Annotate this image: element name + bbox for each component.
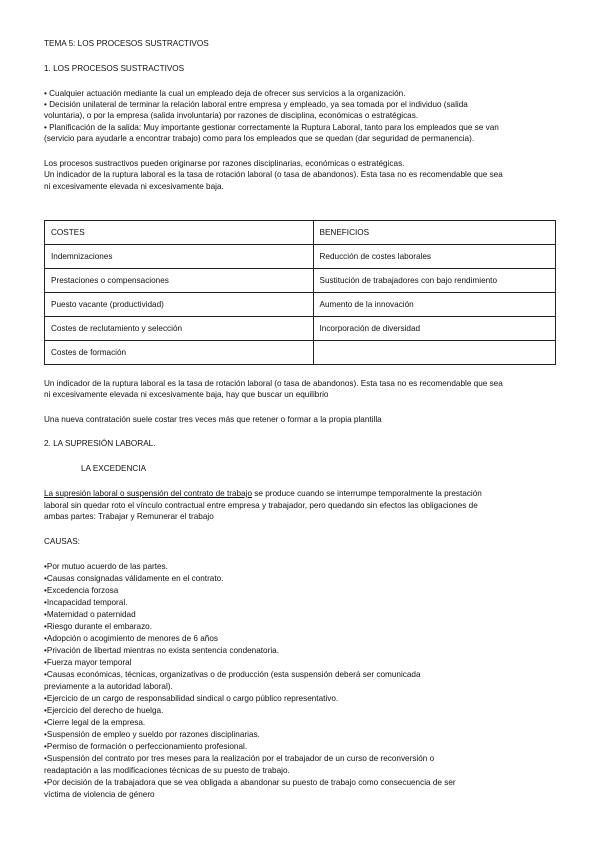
cause-item: •Suspensión de empleo y sueldo por razones disciplinarias. [44, 730, 260, 739]
cause-item: •Por decisión de la trabajadora que se vea obligada a abandonar su puesto de trabajo como consecuencia de ser [44, 778, 456, 787]
definition-line: laboral sin quedar roto el vínculo contractual entre empresa y trabajador, pero quedando sin efectos las obligaciones de [44, 501, 478, 510]
cause-item: •Permiso de formación o perfeccionamiento profesional. [44, 742, 248, 751]
table-cell: Costes de reclutamiento y selección [45, 317, 314, 341]
cause-item: •Fuerza mayor temporal [44, 658, 132, 667]
after-table-note: Una nueva contratación suele costar tres veces más que retener o formar a la propia plantilla [44, 415, 382, 424]
cause-item: •Privación de libertad mientras no exista sentencia condenatoria. [44, 646, 279, 655]
table-header-cell: BENEFICIOS [313, 221, 556, 245]
table-cell: Costes de formación [45, 341, 314, 365]
table-row [45, 245, 556, 269]
after-table-paragraph: Un indicador de la ruptura laboral es la tasa de rotación laboral (o tasa de abandonos). Esta tasa no es recomendable que sea [44, 379, 503, 388]
table-cell: Reducción de costes laborales [313, 245, 556, 269]
section1-bullet-cont: (servicio para ayudarle a encontrar trabajo) como para los empleados que se quedan (dar seguridad de permanencia). [44, 134, 475, 143]
section1-bullet: • Planificación de la salida: Muy importante gestionar correctamente la Ruptura Laboral, tanto para los empleados que se van [44, 123, 499, 132]
table-cell: Aumento de la innovación [313, 293, 556, 317]
definition-term: La supresión laboral o suspensión del contrato de trabajo [44, 489, 253, 498]
definition-line [44, 488, 482, 499]
definition-text: se produce cuando se interrumpe temporalmente la prestación [252, 489, 482, 498]
definition-line: ambas partes: Trabajar y Remunerar el trabajo [44, 512, 214, 521]
costs-benefits-table [44, 220, 556, 365]
causes-label: CAUSAS: [44, 537, 80, 546]
cause-item: •Por mutuo acuerdo de las partes. [44, 562, 168, 571]
section2-heading: 2. LA SUPRESIÓN LABORAL. [44, 439, 156, 448]
cause-item: •Ejercicio del derecho de huelga. [44, 706, 164, 715]
table-header-row [45, 221, 556, 245]
section1-bullet-cont: voluntaria), o por la empresa (salida involuntaria) por razones de disciplina, económicas o estratégicas. [44, 111, 419, 120]
document-title: TEMA 5: LOS PROCESOS SUSTRACTIVOS [44, 39, 209, 48]
cause-item: •Incapacidad temporal. [44, 598, 128, 607]
table-row [45, 341, 556, 365]
cause-item: •Ejercicio de un cargo de responsabilidad sindical o cargo público representativo. [44, 694, 339, 703]
cause-item: •Excedencia forzosa [44, 586, 119, 595]
table-cell [313, 341, 556, 365]
table-cell: Incorporación de diversidad [313, 317, 556, 341]
cause-item-cont: víctima de violencia de género [44, 790, 155, 799]
cause-item: •Suspensión del contrato por tres meses para la realización por el trabajador de un curso de reconversión o [44, 754, 435, 763]
cause-item: •Maternidad o paternidad [44, 610, 136, 619]
table-row [45, 269, 556, 293]
section1-heading: 1. LOS PROCESOS SUSTRACTIVOS [44, 64, 185, 73]
table-header-cell: COSTES [45, 221, 314, 245]
table-cell: Prestaciones o compensaciones [45, 269, 314, 293]
section1-bullet: • Decisión unilateral de terminar la relación laboral entre empresa y empleado, ya sea tomada por el individuo (salida [44, 100, 468, 109]
after-table-paragraph: ni excesivamente elevada ni excesivamente baja, hay que buscar un equilibrio [44, 390, 329, 399]
cause-item: •Riesgo durante el embarazo. [44, 622, 153, 631]
table-cell: Puesto vacante (productividad) [45, 293, 314, 317]
table-row [45, 293, 556, 317]
table-cell: Sustitución de trabajadores con bajo rendimiento [313, 269, 556, 293]
cause-item-cont: readaptación a las modificaciones técnicas de su puesto de trabajo. [44, 766, 290, 775]
section1-paragraph: Los procesos sustractivos pueden originarse por razones disciplinarias, económicas o estratégicas. [44, 159, 405, 168]
cause-item-cont: previamente a la autoridad laboral). [44, 682, 173, 691]
cause-item: •Cierre legal de la empresa. [44, 718, 146, 727]
section1-paragraph: ni excesivamente elevada ni excesivamente baja. [44, 182, 224, 191]
section1-bullet: • Cualquier actuación mediante la cual un empleado deja de ofrecer sus servicios a la organización. [44, 89, 406, 98]
cause-item: •Adopción o acogimiento de menores de 6 años [44, 634, 219, 643]
section2-subheading: LA EXCEDENCIA [81, 464, 147, 473]
table-row [45, 317, 556, 341]
cause-item: •Causas consignadas válidamente en el contrato. [44, 574, 224, 583]
table-cell: Indemnizaciones [45, 245, 314, 269]
section1-paragraph: Un indicador de la ruptura laboral es la tasa de rotación laboral (o tasa de abandonos). Esta tasa no es recomendable que sea [44, 170, 503, 179]
cause-item: •Causas económicas, técnicas, organizativas o de producción (esta suspensión deberá ser comunicada [44, 670, 421, 679]
